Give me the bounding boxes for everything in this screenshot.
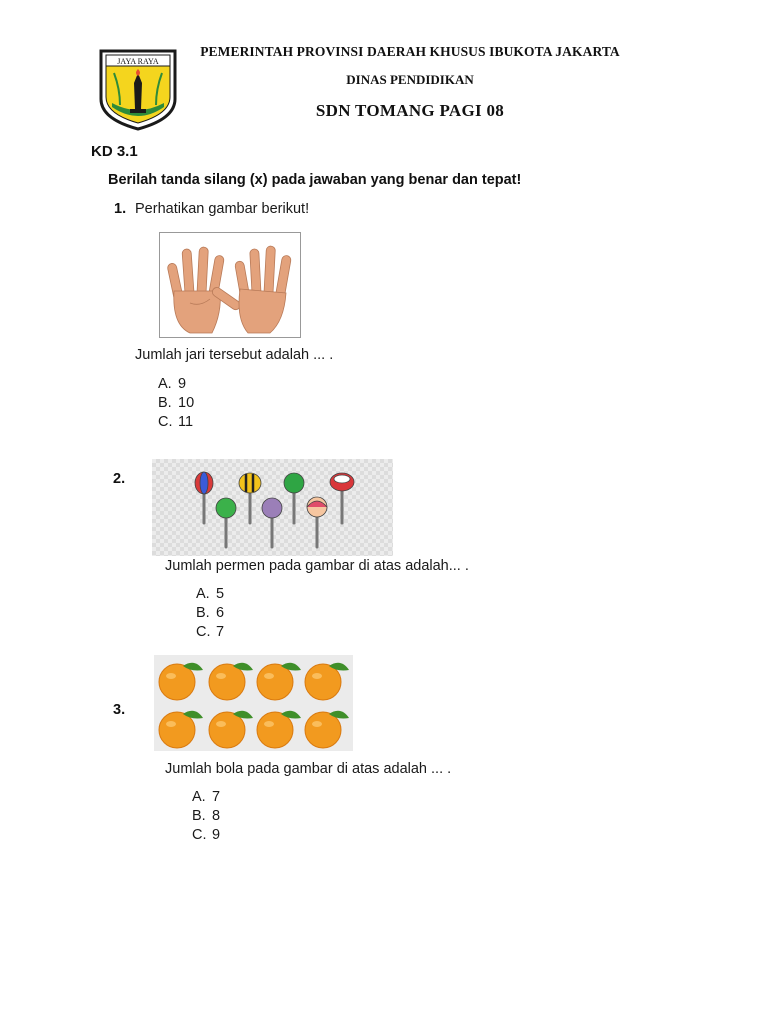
- oranges-icon: [154, 655, 353, 751]
- logo-text: JAYA RAYA: [117, 57, 159, 66]
- orange-fruit: [305, 711, 349, 748]
- orange-fruit: [209, 663, 253, 700]
- question-3-options: [192, 788, 220, 845]
- hands-icon: [159, 232, 301, 338]
- question-3-number: 3.: [113, 702, 126, 718]
- header-school: SDN TOMANG PAGI 08: [315, 101, 505, 120]
- option-c[interactable]: C. 11: [158, 414, 194, 430]
- question-1-options: [158, 375, 194, 432]
- option-b[interactable]: B. 10: [158, 395, 195, 411]
- lollipops-icon: [152, 459, 393, 556]
- option-a[interactable]: A. 7: [192, 789, 221, 805]
- question-1-prompt: Perhatikan gambar berikut!: [135, 201, 310, 217]
- question-1-text: Jumlah jari tersebut adalah ... .: [135, 347, 334, 363]
- question-3-text: Jumlah bola pada gambar di atas adalah ... .: [165, 761, 452, 777]
- header-government: PEMERINTAH PROVINSI DAERAH KHUSUS IBUKOTA JAKARTA: [200, 44, 620, 59]
- question-1-number: 1.: [114, 201, 127, 217]
- orange-fruit: [305, 663, 349, 700]
- option-b[interactable]: B. 8: [192, 808, 221, 824]
- question-2-text: Jumlah permen pada gambar di atas adalah... .: [165, 558, 469, 574]
- orange-fruit: [209, 711, 253, 748]
- orange-fruit: [159, 711, 203, 748]
- header-department: DINAS PENDIDIKAN: [346, 72, 474, 87]
- competency-code: KD 3.1: [91, 143, 138, 160]
- orange-fruit: [257, 711, 301, 748]
- instruction: Berilah tanda silang (x) pada jawaban yang benar dan tepat!: [108, 172, 522, 188]
- option-c[interactable]: C. 7: [196, 624, 225, 640]
- option-a[interactable]: A. 5: [196, 586, 225, 602]
- question-2-options: [196, 585, 224, 642]
- option-b[interactable]: B. 6: [196, 605, 225, 621]
- orange-fruit: [257, 663, 301, 700]
- orange-fruit: [159, 663, 203, 700]
- option-a[interactable]: A. 9: [158, 376, 187, 392]
- option-c[interactable]: C. 9: [192, 827, 221, 843]
- question-2-number: 2.: [113, 471, 126, 487]
